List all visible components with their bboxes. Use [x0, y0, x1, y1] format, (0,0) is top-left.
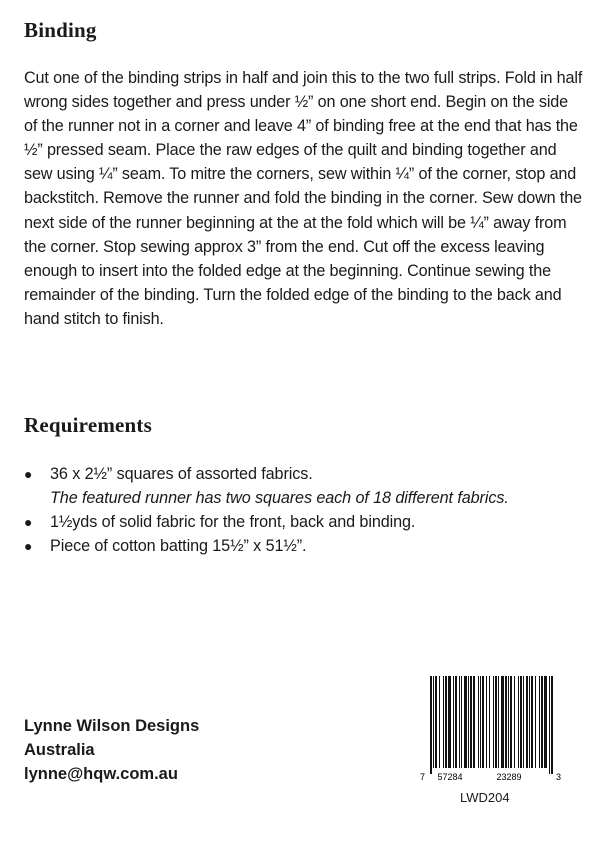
bullet-icon: ● — [24, 514, 33, 531]
barcode-bar — [523, 676, 524, 768]
barcode-bar — [510, 676, 512, 768]
binding-instructions: Cut one of the binding strips in half and join this to the two full strips. Fold in half wrong sides together and press under ½” on one short end. Begin on the side of the runner not in a corner and leave 4” of binding free at the end that has the ½” pressed seam. Place the raw edges of the quilt and binding together and sew using ¼” seam. To mitre the corners, sew within ¼” of the corner, stop and backstitch. Remove the runner and fold the binding in the corner. Sew down the next side of the runner beginning at the at the fold which will be ¼” away from the corner. Stop sewing approx 3” from the end. Cut off the excess leaving enough to insert into the folded edge at the beginning. Continue sewing the remainder of the binding. Turn the folded edge of the binding to the back and hand stitch to finish. — [24, 69, 583, 328]
barcode-bar — [470, 676, 472, 768]
barcode-bar — [520, 676, 522, 768]
barcode-digits-left: 57284 — [437, 772, 463, 782]
barcode-bar — [493, 676, 494, 768]
barcode-digit-first: 7 — [420, 772, 426, 782]
contact-info — [24, 714, 199, 786]
requirement-text: Piece of cotton batting 15½” x 51½”. — [50, 537, 307, 556]
barcode-digit-last: 3 — [556, 772, 562, 782]
barcode-bar — [430, 676, 432, 774]
barcode-bar — [473, 676, 475, 768]
list-item — [24, 534, 594, 558]
barcode-bar — [498, 676, 499, 768]
barcode-bar — [461, 676, 462, 768]
barcode-bar — [501, 676, 504, 768]
barcode-bar — [531, 676, 533, 768]
barcode-bar — [433, 676, 434, 768]
barcode-bar — [495, 676, 497, 768]
barcode-bar — [505, 676, 507, 768]
requirement-text: 36 x 2½” squares of assorted fabrics. — [50, 465, 313, 483]
barcode-bar — [459, 676, 460, 768]
barcode-bar — [489, 676, 490, 768]
barcode-bar — [544, 676, 547, 768]
bullet-icon: ● — [24, 466, 33, 482]
company-country: Australia — [24, 741, 95, 759]
barcode-bar — [445, 676, 447, 768]
barcode-bar — [529, 676, 530, 768]
barcode-bar — [514, 676, 515, 768]
barcode-bar — [518, 676, 519, 768]
barcode-bar — [541, 676, 543, 768]
barcode-bar — [435, 676, 437, 768]
barcode-bars-icon — [418, 676, 564, 790]
bullet-icon: ● — [24, 538, 33, 555]
requirement-note: The featured runner has two squares each of 18 different fabrics. — [50, 489, 509, 508]
list-item — [24, 510, 594, 534]
requirements-heading: Requirements — [24, 413, 153, 437]
barcode-bar — [539, 676, 540, 768]
barcode-bar — [508, 676, 509, 768]
list-item — [24, 462, 594, 510]
barcode-bar — [443, 676, 444, 768]
barcode-bar — [455, 676, 457, 768]
requirements-list — [24, 462, 594, 558]
barcode-bar — [549, 676, 550, 774]
barcode-bar — [478, 676, 479, 768]
barcode-bar — [482, 676, 484, 768]
barcode-bar — [448, 676, 451, 768]
barcode-bar — [464, 676, 467, 768]
barcode — [418, 676, 564, 790]
barcode-bar — [480, 676, 481, 768]
barcode-bar — [439, 676, 440, 768]
barcode-bar — [453, 676, 454, 768]
product-code: LWD204 — [460, 790, 510, 805]
barcode-bar — [486, 676, 487, 768]
contact-email: lynne@hqw.com.au — [24, 765, 178, 783]
barcode-bar — [526, 676, 528, 768]
requirement-text: 1½yds of solid fabric for the front, back and binding. — [50, 513, 416, 532]
binding-heading: Binding — [24, 18, 97, 42]
barcode-bar — [468, 676, 469, 768]
barcode-bar — [535, 676, 536, 768]
company-name: Lynne Wilson Designs — [24, 717, 200, 735]
barcode-digits-right: 23289 — [496, 772, 522, 782]
barcode-bar — [551, 676, 553, 774]
